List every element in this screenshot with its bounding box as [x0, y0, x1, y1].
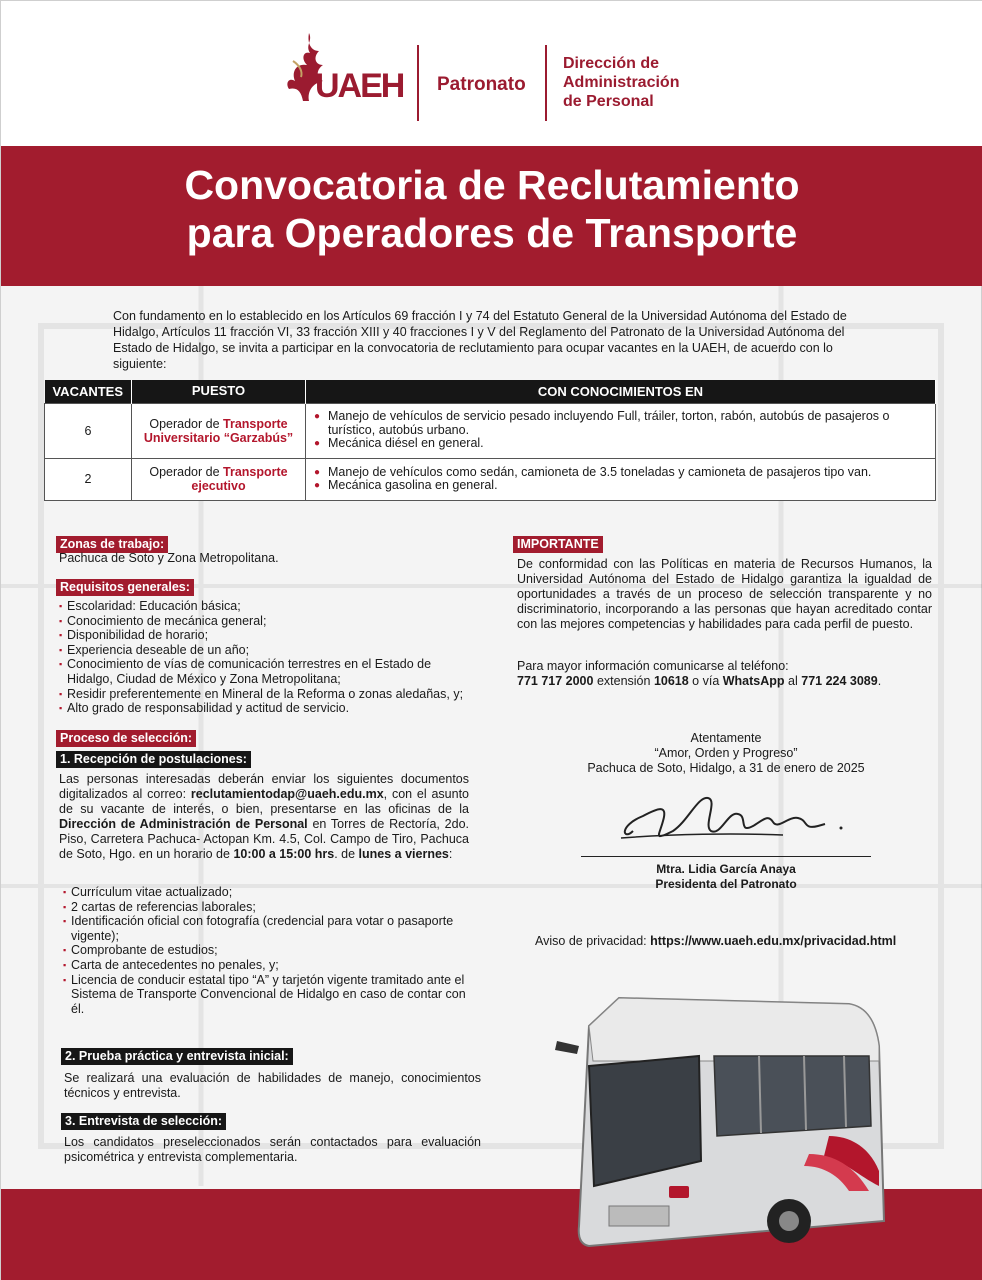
puesto-cell: Operador de Transporte ejecutivo	[132, 458, 306, 500]
puesto-cell: Operador de Transporte Universitario “Garzabús”	[132, 403, 306, 458]
list-item: ▪ Comprobante de estudios;	[63, 943, 473, 958]
zonas-label: Zonas de trabajo:	[56, 536, 168, 553]
table-row	[45, 458, 936, 500]
importante-label: IMPORTANTE	[513, 536, 603, 553]
extension: 10618	[653, 674, 689, 688]
bus-illustration	[549, 986, 889, 1256]
step2-label: 2. Prueba práctica y entrevista inicial:	[61, 1048, 293, 1065]
privacy-notice: Aviso de privacidad: https://www.uaeh.edu.mx/privacidad.html	[535, 934, 897, 948]
contact-line: 771 717 2000 extensión 10618 o vía WhatsApp al 771 224 3089.	[517, 674, 882, 688]
vacantes-cell: 6	[45, 403, 132, 458]
list-item: ▪ Licencia de conducir estatal tipo “A” y tarjetón vigente tramitado ante el Sistema de Transporte Convencional de Hidalgo en caso de contar con él.	[63, 973, 473, 1017]
importante-text: De conformidad con las Políticas en materia de Recursos Humanos, la Universidad Autónoma del Estado de Hidalgo garantiza la igualdad de oportunidades a través de un proceso de selección transparente y no discriminatorio, incorporando a las personas que hayan acreditado contar con las mejores competencias y habilidades para cada perfil de puesto.	[517, 557, 932, 631]
motto: “Amor, Orden y Progreso”	[654, 746, 798, 760]
zonas-text: Pachuca de Soto y Zona Metropolitana.	[59, 551, 279, 565]
header-puesto: PUESTO	[132, 380, 306, 403]
closing-block	[581, 731, 871, 776]
list-item: ● Manejo de vehículos como sedán, camioneta de 3.5 toneladas y camioneta de pasajeros tipo van.	[314, 466, 935, 480]
page-title: Convocatoria de Reclutamiento para Operadores de Transporte	[184, 162, 800, 256]
list-item: ● Mecánica gasolina en general.	[314, 479, 935, 493]
conocimientos-cell	[306, 458, 936, 500]
header-vacantes: VACANTES	[45, 380, 132, 403]
list-item: ▪ Conocimiento de vías de comunicación terrestres en el Estado de Hidalgo, Ciudad de México y Zona Metropolitana;	[59, 657, 479, 686]
patronato-label: Patronato	[437, 74, 526, 95]
list-item: ▪ Residir preferentemente en Mineral de la Reforma o zonas aledañas, y;	[59, 687, 479, 702]
signature-line	[581, 856, 871, 857]
documents-list	[63, 885, 473, 1016]
header-divider	[417, 45, 419, 121]
conocimientos-cell	[306, 403, 936, 458]
list-item: ▪ Currículum vitae actualizado;	[63, 885, 473, 900]
whatsapp-number: 771 224 3089	[801, 674, 878, 688]
list-item: ▪ Conocimiento de mecánica general;	[59, 614, 479, 629]
list-item: ▪ Alto grado de responsabilidad y actitud de servicio.	[59, 701, 479, 716]
signer-name: Mtra. Lidia García Anaya	[656, 862, 796, 876]
signer-role: Presidenta del Patronato	[655, 877, 797, 891]
logo-text: UAEH	[315, 67, 404, 105]
phone-number: 771 717 2000	[517, 674, 594, 688]
intro-paragraph: Con fundamento en lo establecido en los Artículos 69 fracción I y 74 del Estatuto General de la Universidad Autónoma del Estado de Hidalgo, Artículos 11 fracción VI, 33 fracción XIII y 40 fracciones I y V del Reglamento del Patronato de la Universidad Autónoma del Estado de Hidalgo, se invita a participar en la convocatoria de reclutamiento para ocupar vacantes en la UAEH, de acuerdo con lo siguiente:	[113, 309, 847, 371]
list-item: ▪ Escolaridad: Educación básica;	[59, 599, 479, 614]
step1-label: 1. Recepción de postulaciones:	[56, 751, 251, 768]
atentamente: Atentamente	[690, 731, 762, 745]
direccion-label: Dirección de Administración de Personal	[563, 55, 680, 110]
header-conocimientos: CON CONOCIMIENTOS EN	[306, 380, 936, 403]
contact-intro: Para mayor información comunicarse al teléfono:	[517, 659, 789, 673]
requisitos-label: Requisitos generales:	[56, 579, 194, 596]
vacancies-table	[44, 380, 936, 501]
proceso-label: Proceso de selección:	[56, 730, 196, 747]
header-divider	[545, 45, 547, 121]
list-item: ▪ Disponibilidad de horario;	[59, 628, 479, 643]
list-item: ▪ Carta de antecedentes no penales, y;	[63, 958, 473, 973]
privacy-link[interactable]: https://www.uaeh.edu.mx/privacidad.html	[650, 934, 897, 948]
requisitos-list	[59, 599, 479, 716]
step2-text: Se realizará una evaluación de habilidades de manejo, conocimientos técnicos y entrevista.	[64, 1071, 481, 1100]
place-date: Pachuca de Soto, Hidalgo, a 31 de enero de 2025	[587, 761, 865, 775]
list-item: ▪ Identificación oficial con fotografía (credencial para votar o pasaporte vigente);	[63, 914, 473, 943]
list-item: ▪ Experiencia deseable de un año;	[59, 643, 479, 658]
signature	[613, 786, 853, 856]
signer-block	[581, 862, 871, 892]
list-item: ▪ 2 cartas de referencias laborales;	[63, 900, 473, 915]
list-item: ● Manejo de vehículos de servicio pesado incluyendo Full, tráiler, torton, rabón, autobús de pasajeros o turístico, autobús urbano.	[314, 410, 935, 437]
table-row	[45, 403, 936, 458]
header	[1, 1, 982, 146]
table-header-row	[45, 380, 936, 403]
step3-text: Los candidatos preseleccionados serán contactados para evaluación psicométrica y entrevista complementaria.	[64, 1135, 481, 1164]
step1-text: Las personas interesadas deberán enviar los siguientes documentos digitalizados al correo: reclutamientodap@uaeh.edu.mx, con el asunto de su vacante de interés, o bien, presentarse en las oficinas de la Dirección de Administración de Personal en Torres de Rectoría, 2do. Piso, Carretera Pachuca- Actopan Km. 4.5, Col. Campo de Tiro, Pachuca de Soto, Hgo. en un horario de 10:00 a 15:00 hrs. de lunes a viernes:	[59, 772, 469, 861]
list-item: ● Mecánica diésel en general.	[314, 437, 935, 451]
vacantes-cell: 2	[45, 458, 132, 500]
step3-label: 3. Entrevista de selección:	[61, 1113, 226, 1130]
